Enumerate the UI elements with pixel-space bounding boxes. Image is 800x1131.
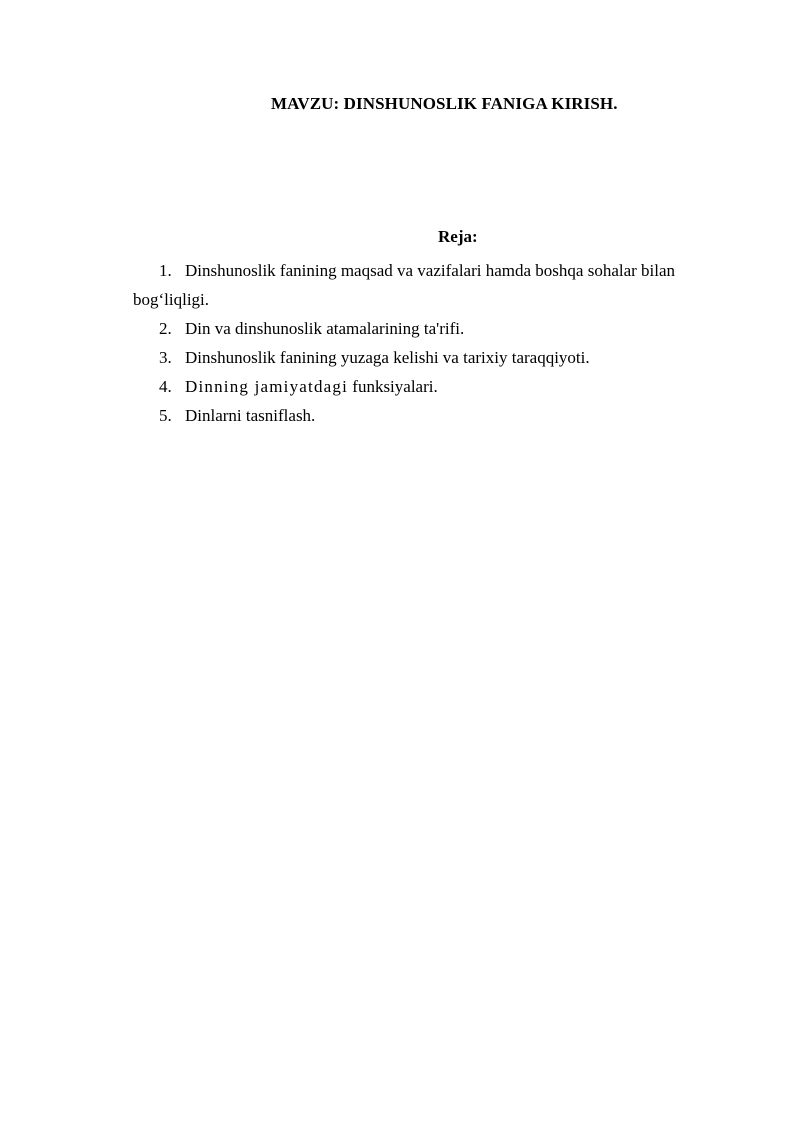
plan-item-text: Dinshunoslik fanining yuzaga kelishi va tarixiy taraqqiyoti.: [185, 348, 590, 367]
plan-item-number: 1.: [159, 261, 172, 280]
plan-item-3: [0, 343, 800, 372]
document-title: MAVZU: DINSHUNOSLIK FANIGA KIRISH.: [271, 94, 618, 113]
plan-item-4: [0, 372, 800, 401]
plan-item-text: Dinlarni tasniflash.: [185, 406, 316, 425]
plan-item-continuation-text: bog‘liqligi.: [133, 290, 210, 309]
plan-heading: Reja:: [438, 227, 478, 246]
plan-item-1-continuation: [0, 285, 800, 314]
plan-item-number: 3.: [159, 348, 172, 367]
plan-item-1: [0, 256, 800, 285]
plan-item-number: 4.: [159, 377, 172, 396]
plan-item-text: funksiyalari.: [352, 377, 438, 396]
plan-item-text: Din va dinshunoslik atamalarining ta'rifi.: [185, 319, 465, 338]
plan-item-2: [0, 314, 800, 343]
plan-item-text-spaced: Dinning jamiyatdagi: [185, 377, 349, 396]
plan-item-number: 2.: [159, 319, 172, 338]
plan-item-5: [0, 401, 800, 430]
plan-list: [0, 256, 800, 430]
plan-item-number: 5.: [159, 406, 172, 425]
plan-item-text-wrapper: [185, 372, 438, 401]
plan-item-text: Dinshunoslik fanining maqsad va vazifalari hamda boshqa sohalar bilan: [185, 261, 676, 280]
